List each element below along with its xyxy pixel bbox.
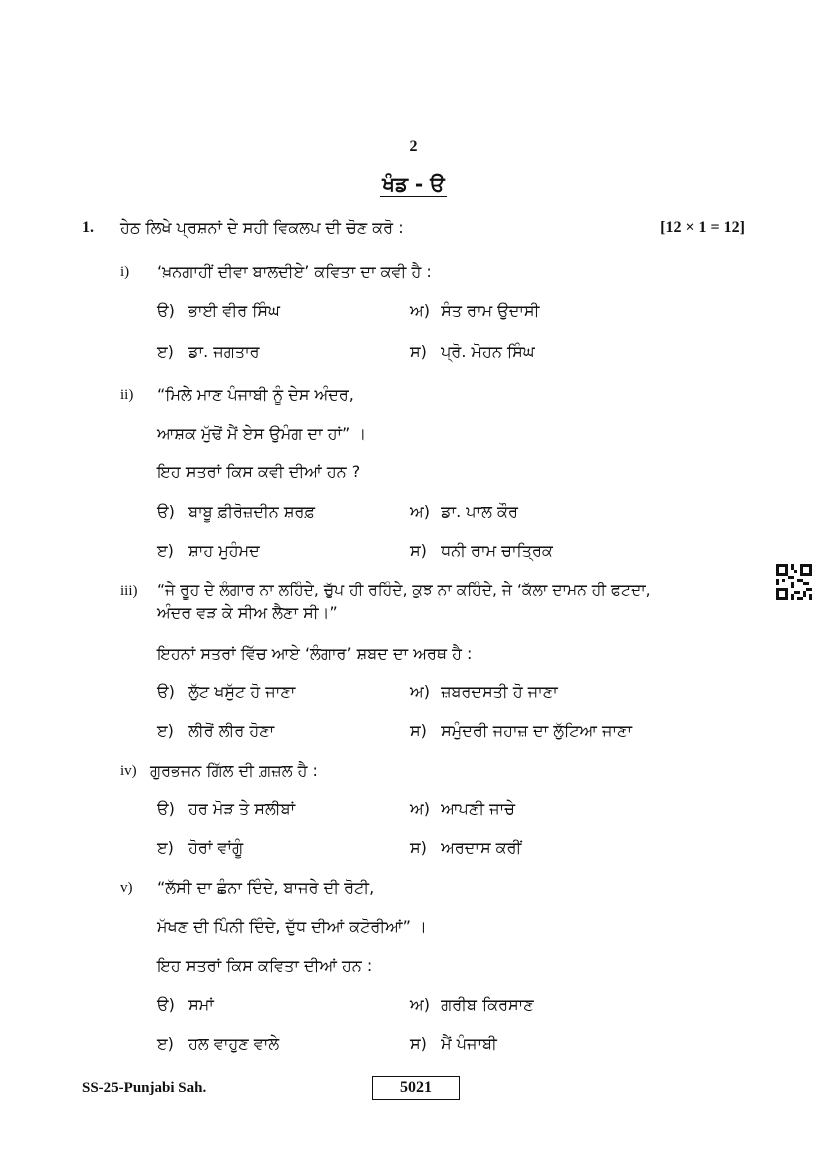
option xyxy=(410,301,539,321)
item-stem-line: ਅੰਦਰ ਵੜ ਕੇ ਸੀਅ ਲੈਣਾ ਸੀ।” xyxy=(157,603,338,622)
item-stem-line: ਮੱਖਣ ਦੀ ਪਿੰਨੀ ਦਿੰਦੇ, ਦੁੱਧ ਦੀਆਂ ਕਟੋਰੀਆਂ” । xyxy=(157,917,427,936)
item-stem-line: “ਲੱਸੀ ਦਾ ਛੰਨਾ ਦਿੰਦੇ, ਬਾਜਰੇ ਦੀ ਰੋਟੀ, xyxy=(157,878,375,897)
footer-code: SS-25-Punjabi Sah. xyxy=(82,1080,207,1096)
item-label: v) xyxy=(120,880,133,896)
option-label: ਸ) xyxy=(410,838,427,857)
option-label: ੲ) xyxy=(157,838,174,857)
option xyxy=(157,1034,279,1054)
option-label: ਅ) xyxy=(410,502,431,521)
option-label: ੳ) xyxy=(157,301,175,320)
item-label: iii) xyxy=(120,583,138,599)
option-text: ਅਰਦਾਸ ਕਰੀਂ xyxy=(441,838,522,857)
question-marks: [12 × 1 = 12] xyxy=(660,219,745,236)
option-label: ਸ) xyxy=(410,1034,427,1053)
option xyxy=(410,838,521,858)
option-label: ਸ) xyxy=(410,541,427,560)
option-text: ਬਾਬੂ ਫ਼ੀਰੋਜ਼ਦੀਨ ਸ਼ਰਫ਼ xyxy=(188,502,315,521)
option-text: ਸਮੁੰਦਰੀ ਜਹਾਜ਼ ਦਾ ਲੁੱਟਿਆ ਜਾਣਾ xyxy=(441,721,633,740)
option-text: ਸੰਤ ਰਾਮ ਉਦਾਸੀ xyxy=(441,301,540,320)
option-text: ਧਨੀ ਰਾਮ ਚਾਤ੍ਰਿਕ xyxy=(441,541,553,560)
option-label: ੳ) xyxy=(157,502,175,521)
item-stem-line: ਇਹ ਸਤਰਾਂ ਕਿਸ ਕਵਿਤਾ ਦੀਆਂ ਹਨ : xyxy=(157,956,373,975)
option-text: ਸ਼ਾਹ ਮੁਹੰਮਦ xyxy=(188,541,260,560)
option xyxy=(157,721,274,741)
option-text: ਆਪਣੀ ਜਾਚੇ xyxy=(441,799,515,818)
option-label: ਅ) xyxy=(410,682,431,701)
item-stem-line: ‘ਖ਼ਨਗਾਹੀਂ ਦੀਵਾ ਬਾਲਦੀਏ’ ਕਵਿਤਾ ਦਾ ਕਵੀ ਹੈ : xyxy=(157,262,432,281)
option-text: ਲੀਰੋਂ ਲੀਰ ਹੋਣਾ xyxy=(188,721,275,740)
item-stem-line: ਗੁਰਭਜਨ ਗਿੱਲ ਦੀ ਗ਼ਜ਼ਲ ਹੈ : xyxy=(150,761,318,780)
paper-number-box: 5021 xyxy=(372,1076,460,1100)
option xyxy=(157,342,260,362)
option-text: ਗਰੀਬ ਕਿਰਸਾਣ xyxy=(441,995,534,1014)
option-text: ਸਮਾਂ xyxy=(188,995,214,1014)
option xyxy=(410,342,535,362)
option-text: ਪ੍ਰੋ. ਮੋਹਨ ਸਿੰਘ xyxy=(441,342,535,361)
question-number: 1. xyxy=(82,219,94,236)
option-text: ਹੋਰਾਂ ਵਾਂਗੂੰ xyxy=(188,838,244,857)
option xyxy=(410,682,558,702)
option xyxy=(157,502,315,522)
item-stem-line: ਆਸ਼ਕ ਮੁੱਢੋਂ ਮੈਂ ਏਸ ਉਮੰਗ ਦਾ ਹਾਂ” । xyxy=(157,424,367,443)
option-label: ੲ) xyxy=(157,541,174,560)
option-label: ਅ) xyxy=(410,995,431,1014)
option xyxy=(410,541,553,561)
option-text: ਡਾ. ਪਾਲ ਕੌਰ xyxy=(441,502,518,521)
option-text: ਡਾ. ਜਗਤਾਰ xyxy=(188,342,260,361)
option-text: ਹਲ ਵਾਹੁਣ ਵਾਲੇ xyxy=(188,1034,280,1053)
option-label: ਅ) xyxy=(410,799,431,818)
option-text: ਮੈਂ ਪੰਜਾਬੀ xyxy=(441,1034,497,1053)
option xyxy=(410,799,515,819)
question-text: ਹੇਠ ਲਿਖੇ ਪ੍ਰਸ਼ਨਾਂ ਦੇ ਸਹੀ ਵਿਕਲਪ ਦੀ ਚੋਣ ਕਰੋ : xyxy=(120,218,404,237)
option xyxy=(157,541,260,561)
option-label: ਸ) xyxy=(410,721,427,740)
option-label: ੲ) xyxy=(157,1034,174,1053)
option xyxy=(410,1034,497,1054)
option-text: ਭਾਈ ਵੀਰ ਸਿੰਘ xyxy=(188,301,280,320)
option-label: ਸ) xyxy=(410,342,427,361)
item-stem-line: “ਜੇ ਰੂਹ ਦੇ ਲੰਗਾਰ ਨਾ ਲਹਿੰਦੇ, ਚੁੱਪ ਹੀ ਰਹਿੰਦੇ, ਕੁਝ ਨਾ ਕਹਿੰਦੇ, ਜੇ ‘ਕੱਲਾ ਦਾਮਨ ਹੀ ਫਟਦਾ, xyxy=(157,581,651,599)
option xyxy=(410,721,632,741)
option xyxy=(157,799,295,819)
item-stem-line: “ਮਿਲੇ ਮਾਣ ਪੰਜਾਬੀ ਨੂੰ ਦੇਸ ਅੰਦਰ, xyxy=(157,385,354,404)
option-label: ਅ) xyxy=(410,301,431,320)
item-stem-line: ਇਹ ਸਤਰਾਂ ਕਿਸ ਕਵੀ ਦੀਆਂ ਹਨ ? xyxy=(157,462,361,481)
section-title-text: ਖੰਡ - ੳ xyxy=(382,172,445,196)
item-label: i) xyxy=(120,264,130,280)
option xyxy=(157,301,280,321)
option xyxy=(410,502,518,522)
option xyxy=(157,682,295,702)
item-label: iv) xyxy=(120,763,137,779)
option xyxy=(157,838,243,858)
item-label: ii) xyxy=(120,387,134,403)
option-label: ੲ) xyxy=(157,721,174,740)
option-text: ਲੁੱਟ ਖਸੁੱਟ ਹੋ ਜਾਣਾ xyxy=(188,682,296,701)
option xyxy=(410,995,534,1015)
option-label: ੲ) xyxy=(157,342,174,361)
option-text: ਜ਼ਬਰਦਸਤੀ ਹੋ ਜਾਣਾ xyxy=(441,682,558,701)
option xyxy=(157,995,214,1015)
option-label: ੳ) xyxy=(157,995,175,1014)
option-text: ਹਰ ਮੋੜ ਤੇ ਸਲੀਬਾਂ xyxy=(188,799,296,818)
option-label: ੳ) xyxy=(157,682,175,701)
page-number: 2 xyxy=(409,138,418,155)
qr-code-icon xyxy=(776,564,812,600)
option-label: ੳ) xyxy=(157,799,175,818)
section-title xyxy=(0,172,827,196)
item-stem-line: ਇਹਨਾਂ ਸਤਰਾਂ ਵਿੱਚ ਆਏ ‘ਲੰਗਾਰ’ ਸ਼ਬਦ ਦਾ ਅਰਥ ਹੈ : xyxy=(157,644,473,663)
